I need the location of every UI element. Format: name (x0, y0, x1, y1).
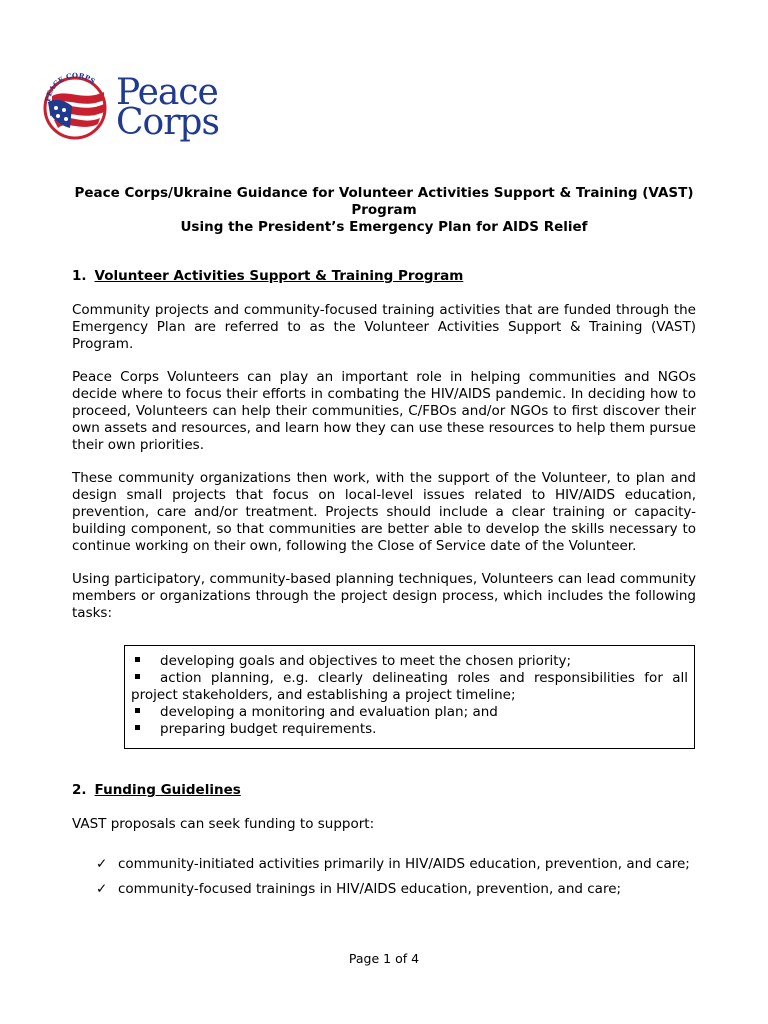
checkmark-icon: ✓ (96, 856, 108, 872)
section-2-number: 2. (72, 782, 87, 798)
task-text: developing a monitoring and evaluation plan; and (160, 704, 498, 720)
page-number: Page 1 of 4 (348, 951, 420, 966)
funding-list (96, 856, 696, 898)
section-2-heading (72, 782, 241, 798)
paragraph: Community projects and community-focused training activities that are funded through the Emergency Plan are referred to as the Volunteer Activities Support & Training (VAST) Program. (72, 302, 696, 352)
task-item (131, 670, 688, 704)
logo-word-corps: Corps (116, 102, 219, 143)
task-item (131, 721, 688, 738)
logo-badge-text: PEACE CORPS (42, 72, 98, 103)
title-line-1: Peace Corps/Ukraine Guidance for Volunteer Activities Support & Training (VAST) (74, 185, 694, 201)
paragraph: Peace Corps Volunteers can play an important role in helping communities and NGOs decide where to focus their efforts in combating the HIV/AIDS pandemic. In deciding how to proceed, Volunteers can help their communities, C/FBOs and/or NGOs to first discover their own assets and resources, and learn how they can use these resources to help them pursue their own priorities. (72, 369, 696, 453)
section-1-number: 1. (72, 268, 87, 284)
title-line-3: Using the President’s Emergency Plan for AIDS Relief (180, 219, 588, 235)
checkmark-icon: ✓ (96, 881, 108, 897)
funding-item (96, 881, 696, 898)
title-line-2: Program (351, 202, 417, 218)
section-1-title: Volunteer Activities Support & Training Program (94, 268, 464, 284)
logo-word-peace: Peace (116, 72, 218, 113)
paragraph: These community organizations then work, with the support of the Volunteer, to plan and design small projects that focus on local-level issues related to HIV/AIDS education, prevention, care and/or treatment. Projects should include a clear training or capacity-building component, so that communities are better able to develop the skills necessary to continue working on their own, following the Close of Service date of the Volunteer. (72, 470, 696, 554)
funding-item-text: community-initiated activities primarily in HIV/AIDS education, prevention, and care; (118, 856, 690, 872)
funding-item-text: community-focused trainings in HIV/AIDS education, prevention, and care; (118, 881, 622, 897)
task-item (131, 653, 688, 670)
tasks-box (124, 645, 695, 749)
paragraph: Using participatory, community-based planning techniques, Volunteers can lead community members or organizations through the project design process, which includes the following tasks: (72, 571, 696, 621)
square-bullet-icon (135, 657, 140, 662)
square-bullet-icon (135, 725, 140, 730)
section-2-title: Funding Guidelines (94, 782, 241, 798)
square-bullet-icon (135, 708, 140, 713)
square-bullet-icon (135, 674, 140, 679)
task-item (131, 704, 688, 721)
logo-wordmark (116, 72, 219, 143)
funding-item (96, 856, 696, 873)
paragraph: VAST proposals can seek funding to support: (72, 816, 375, 832)
peace-corps-flag-icon (42, 72, 112, 142)
section-1-heading (72, 268, 463, 284)
document-title (30, 185, 738, 236)
task-text: action planning, e.g. clearly delineating roles and responsibilities for all project stakeholders, and establishing a project timeline; (131, 670, 688, 703)
task-text: developing goals and objectives to meet the chosen priority; (160, 653, 572, 669)
task-text: preparing budget requirements. (160, 721, 377, 737)
peace-corps-logo (42, 72, 219, 144)
